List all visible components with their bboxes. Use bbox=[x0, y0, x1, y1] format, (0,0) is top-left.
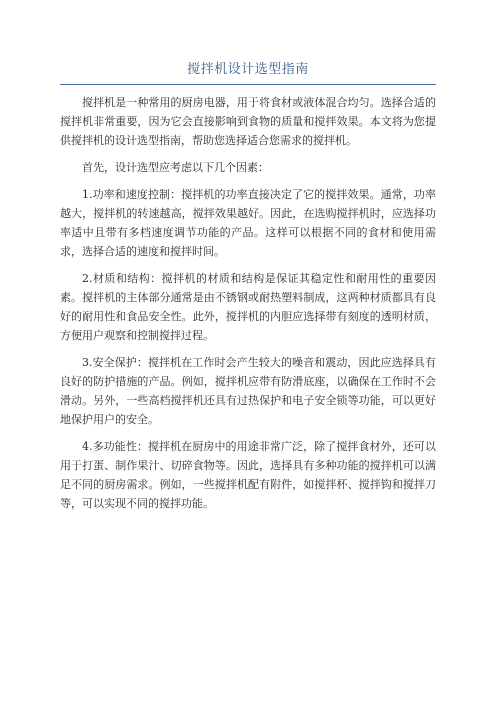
paragraph-multifunction: 4.多功能性：搅拌机在厨房中的用途非常广泛，除了搅拌食材外，还可以用于打蛋、制作果汁、切碎食物等。因此，选择具有多种功能的搅拌机可以满足不同的厨房需求。例如，一些搅拌机配有附件，如搅拌杯、搅拌钩和搅拌刀等，可以实现不同的搅拌功能。 bbox=[60, 440, 436, 510]
paragraph-power-speed: 1.功率和速度控制：搅拌机的功率直接决定了它的搅拌效果。通常，功率越大，搅拌机的转速越高，搅拌效果越好。因此，在选购搅拌机时，应选择功率适中且带有多档速度调节功能的产品。这样可以根据不同的食材和使用需求，选择合适的速度和搅拌时间。 bbox=[60, 188, 436, 258]
paragraph-safety: 3.安全保护：搅拌机在工作时会产生较大的噪音和震动，因此应选择具有良好的防护措施的产品。例如，搅拌机应带有防滑底座，以确保在工作时不会滑动。另外，一些高档搅拌机还具有过热保护和电子安全锁等功能，可以更好地保护用户的安全。 bbox=[60, 356, 436, 426]
paragraph-intro: 搅拌机是一种常用的厨房电器，用于将食材或液体混合均匀。选择合适的搅拌机非常重要，因为它会直接影响到食物的质量和搅拌效果。本文将为您提供搅拌机的设计选型指南，帮助您选择适合您需求的搅拌机。 bbox=[60, 96, 436, 147]
title-divider bbox=[60, 84, 436, 85]
document-body bbox=[60, 93, 436, 521]
document-title: 搅拌机设计选型指南 bbox=[187, 62, 309, 77]
paragraph-factors-lead: 首先，设计选型应考虑以下几个因素： bbox=[82, 161, 269, 174]
paragraph-material-structure: 2.材质和结构：搅拌机的材质和结构是保证其稳定性和耐用性的重要因素。搅拌机的主体部分通常是由不锈钢或耐热塑料制成，这两种材质都具有良好的耐用性和食品安全性。此外，搅拌机的内胆应选择带有刻度的透明材质，方便用户观察和控制搅拌过程。 bbox=[60, 272, 436, 342]
